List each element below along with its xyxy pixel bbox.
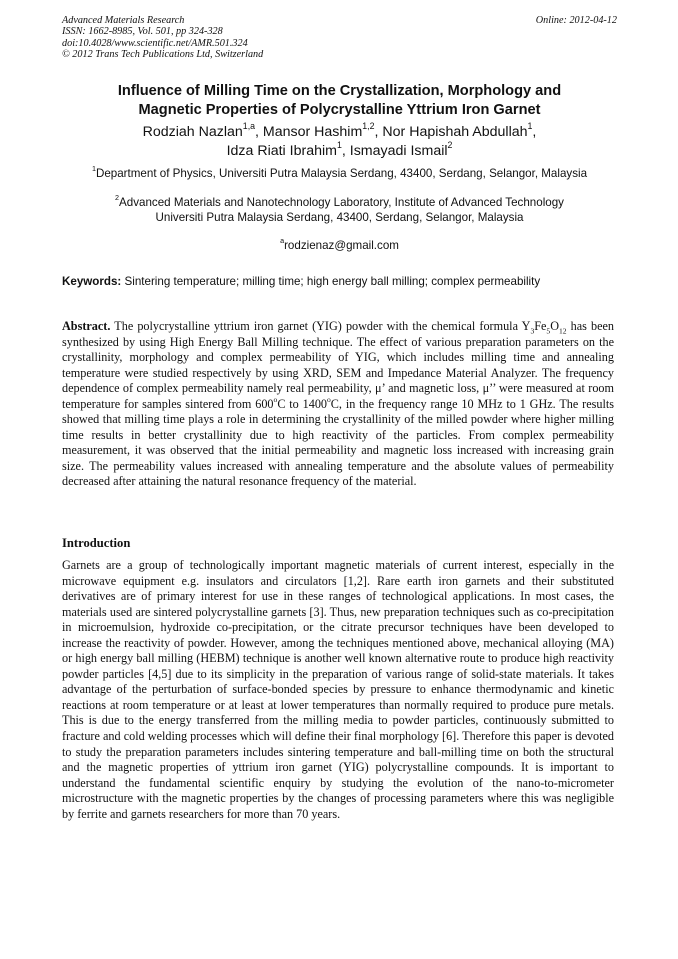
running-header bbox=[62, 15, 617, 61]
author-sup: 1 bbox=[336, 140, 342, 151]
author-line-1: Rodziah Nazlan$^{1,a}$, Mansor Hashim$^{1,2}$, Nor Hapishah Abdullah$^1$, bbox=[142, 121, 537, 140]
keywords-text: Sintering temperature; milling time; high energy ball milling; complex permeability bbox=[124, 275, 541, 288]
author-sup: 1 bbox=[527, 121, 533, 132]
online-date: Online: 2012-04-12 bbox=[535, 15, 617, 26]
corresponding-email bbox=[62, 238, 617, 253]
issn-line: ISSN: 1662-8985, Vol. 501, pp 324-328 bbox=[62, 26, 223, 38]
keywords bbox=[62, 274, 617, 289]
title-line-2: Magnetic Properties of Polycrystalline Yttrium Iron Garnet bbox=[138, 102, 541, 118]
title-line-1: Influence of Milling Time on the Crystallization, Morphology and bbox=[117, 83, 562, 99]
degree-sign: o bbox=[327, 394, 331, 404]
author-name: Ismayadi Ismail bbox=[349, 143, 448, 159]
affiliation-text: Advanced Materials and Nanotechnology Laboratory, Institute of Advanced Technology bbox=[119, 196, 564, 209]
email-address: rodzienaz@gmail.com bbox=[284, 239, 399, 252]
abstract: Abstract. The polycrystalline yttrium iron garnet (YIG) powder with the chemical formula $Y_3Fe_5O_{12}$ has been synthesized by using High Energy Ball Milling technique. The effect of various preparation parameters on the crystallinity, morphology and complex permeability of YIG, which includes milling time and annealing temperature were studied respectively by using XRD, SEM and Impedance Material Analyzer. The frequency dependence of complex permeability namely real permeability, μ’ and magnetic loss, μ’’ were measured at room temperature for samples sintered from 600$^o$C to 1400$^o$C, in the frequency range 10 MHz to 1 GHz. The results showed that milling time plays a role in determining the crystallinity of the milled powder where higher milling time results in better crystallinity due to high reactivity of the particles. From complex permeability measurement, it was observed that the initial permeability and magnetic loss increased with increasing grain size. The permeability values increased with annealing temperature and the absolute values of permeability decreased after attaining the natural resonance frequency of the material. bbox=[62, 319, 614, 489]
author-list bbox=[62, 123, 617, 161]
author-name: Idza Riati Ibrahim bbox=[226, 143, 337, 159]
doi-line: doi:10.4028/www.scientific.net/AMR.501.324 bbox=[62, 37, 248, 49]
introduction-heading: Introduction bbox=[62, 536, 131, 550]
author-sup: 1,a bbox=[242, 121, 256, 132]
degree-sign: o bbox=[273, 394, 278, 404]
email-sup: a bbox=[280, 236, 285, 246]
author-name: Mansor Hashim bbox=[262, 124, 363, 140]
abstract-label: Abstract. bbox=[62, 319, 111, 333]
affiliation-text: Department of Physics, Universiti Putra Malaysia Serdang, 43400, Serdang, Selangor, Malaysia bbox=[95, 167, 588, 180]
author-sup: 1,2 bbox=[362, 121, 375, 132]
copyright-line: © 2012 Trans Tech Publications Ltd, Switzerland bbox=[62, 49, 264, 61]
affiliation-1 bbox=[62, 166, 617, 181]
affiliation-sup: 2 bbox=[115, 193, 120, 203]
author-name: Nor Hapishah Abdullah bbox=[382, 124, 528, 140]
affiliation-sup: 1 bbox=[91, 164, 96, 174]
keywords-label: Keywords: bbox=[62, 275, 122, 288]
affiliation-text: Universiti Putra Malaysia Serdang, 43400, Serdang, Selangor, Malaysia bbox=[155, 211, 524, 224]
paper-title bbox=[62, 82, 617, 120]
author-name: Rodziah Nazlan bbox=[142, 124, 243, 140]
chemical-formula: $Y_3Fe_5O_{12}$ bbox=[521, 319, 567, 336]
author-sup: 2 bbox=[447, 140, 453, 151]
affiliation-2 bbox=[62, 195, 617, 225]
journal-name: Advanced Materials Research bbox=[62, 15, 185, 26]
author-line-2: Idza Riati Ibrahim$^1$, Ismayadi Ismail$^2$ bbox=[226, 140, 453, 159]
introduction-paragraph: Garnets are a group of technologically important magnetic materials of current interest, especially in the microwave equipment e.g. insulators and circulators [1,2]. Rare earth iron garnets and their substituted derivatives are of primary interest for use in these ranges of technological applications. In most cases, the materials used are sintered polycrystalline garnets [3]. Thus, new preparation techniques such as co-precipitation in microemulsion, hydroxide co-precipitation, or the citrate precursor techniques have been developed to increase the reactivity of powder. However, among the techniques mentioned above, mechanical alloying (MA) or high energy ball milling (HEBM) technique is another well known alternative route to produce high reactivity powder particles [4,5] due to its simplicity in the preparation of various range of solid-state materials. It takes advantage of the perturbation of surface-bonded species by pressure to enhance thermodynamic and kinetic reactions at room temperature or at least at lower temperatures than normally required to produce pure metals. This is due to the energy transferred from the milling media to powder particles, continuously submitted to fracture and cold welding processes which will define their final morphology [6]. Therefore this paper is devoted to study the preparation parameters includes sintering temperature and ball-milling time on both the structural and the magnetic properties of yttrium iron garnet (YIG) polycrystalline compounds. It is important to understand the fundamental scientific enquiry by studying the evolution of the nano-to-micrometer microstructure with the magnetic properties by the changes of processing parameters where this was negligible by ferrite and garnets researchers for more than 70 years. bbox=[62, 558, 614, 821]
